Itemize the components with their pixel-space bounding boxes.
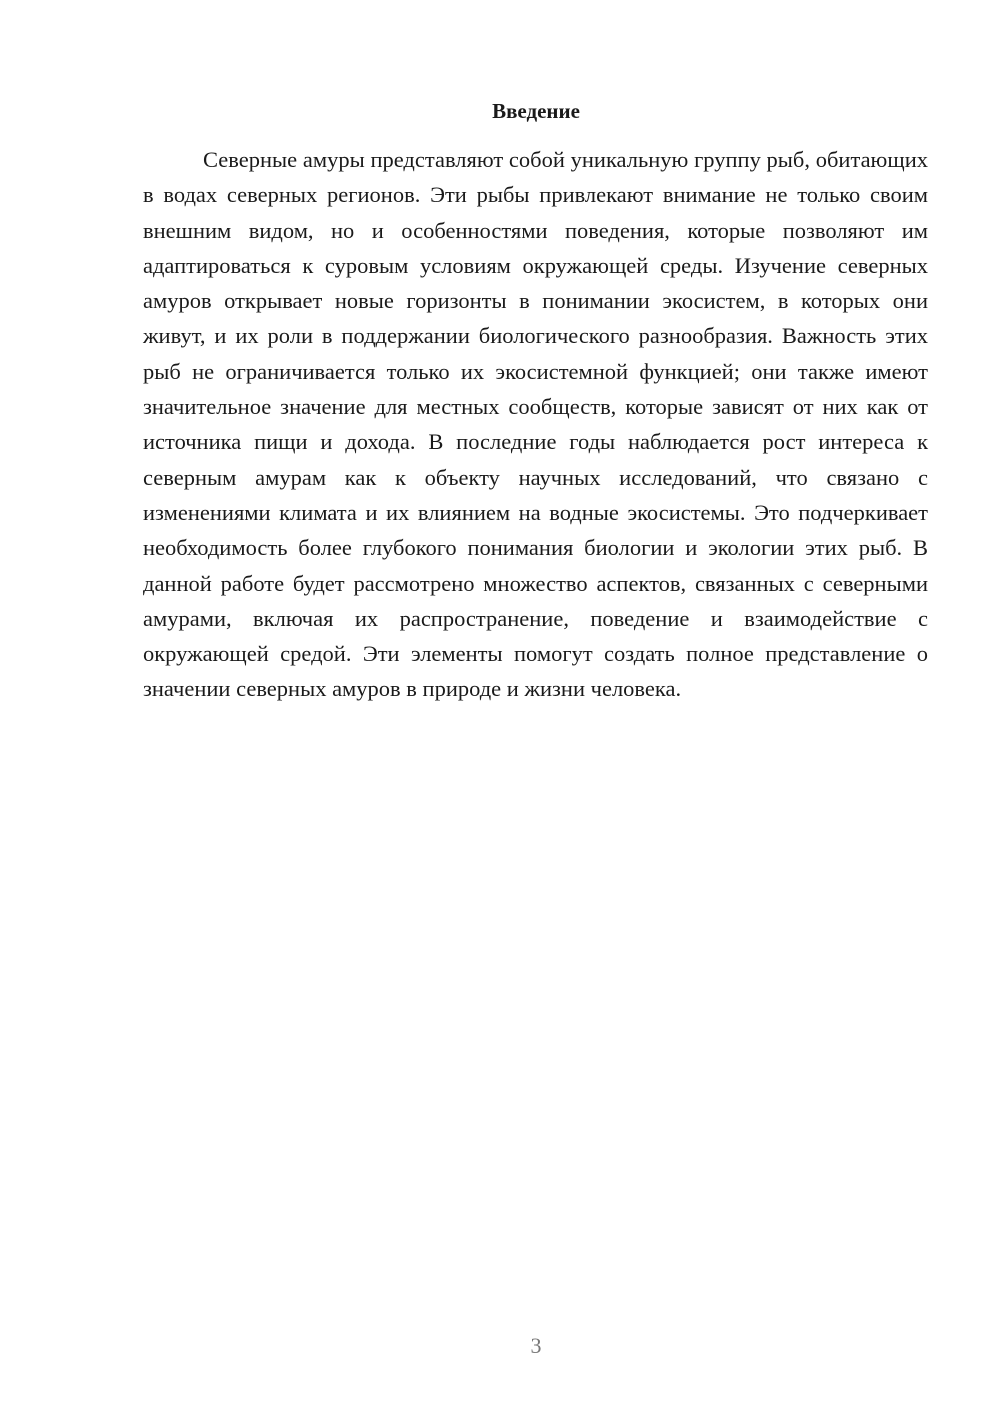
- body-paragraph: Северные амуры представляют собой уникальную группу рыб, обитающих в водах северных регионов. Эти рыбы привлекают внимание не только своим внешним видом, но и особенностями поведения, которые позволяют им адаптироваться к суровым условиям окружающей среды. Изучение северных амуров открывает новые горизонты в понимании экосистем, в которых они живут, и их роли в поддержании биологического разнообразия. Важность этих рыб не ограничивается только их экосистемной функцией; они также имеют значительное значение для местных сообществ, которые зависят от них как от источника пищи и дохода. В последние годы наблюдается рост интереса к северным амурам как к объекту научных исследований, что связано с изменениями климата и их влиянием на водные экосистемы. Это подчеркивает необходимость более глубокого понимания биологии и экологии этих рыб. В данной работе будет рассмотрено множество аспектов, связанных с северными амурами, включая их распространение, поведение и взаимодействие с окружающей средой. Эти элементы помогут создать полное представление о значении северных амуров в природе и жизни человека.: [143, 147, 928, 702]
- section-heading: Введение: [492, 99, 580, 123]
- page-number: 3: [530, 1333, 542, 1358]
